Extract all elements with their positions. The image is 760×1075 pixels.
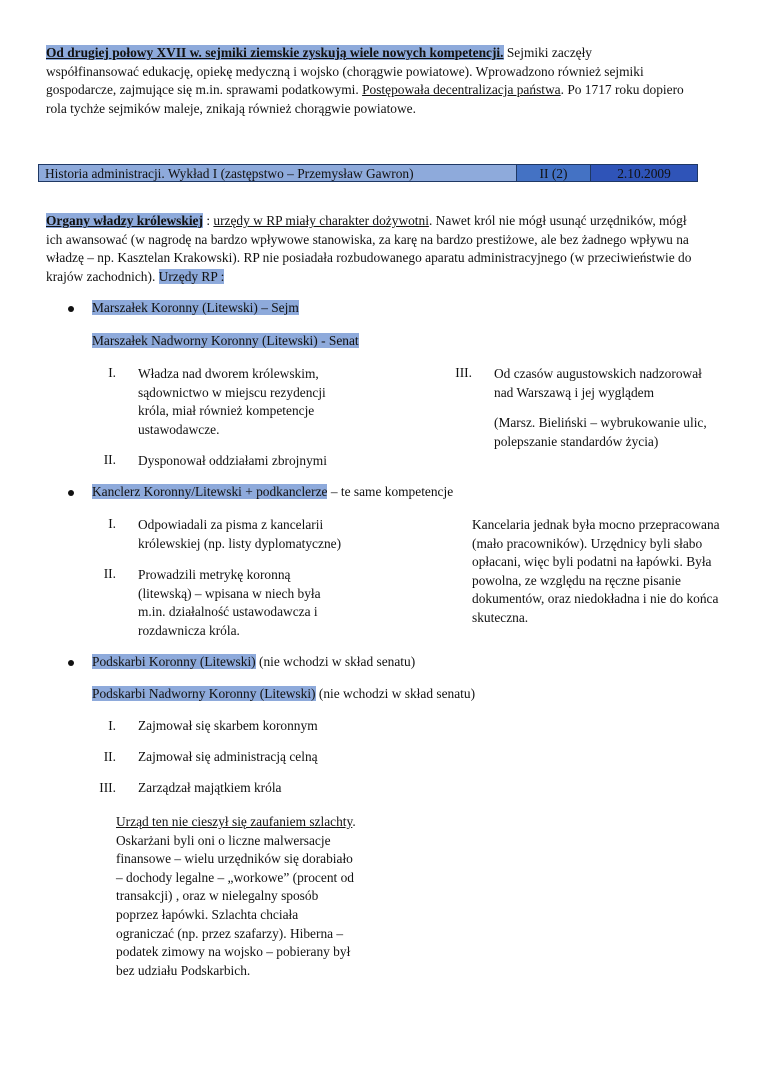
podskarbi-item-2-text: Zajmował się administracją celną <box>138 749 318 764</box>
lecture-header-table <box>38 164 698 182</box>
marszalek-item-1-num: I. <box>108 365 116 380</box>
marszalek-item-2-text: Dysponował oddziałami zbrojnymi <box>138 453 327 468</box>
bullet-marszalek <box>68 306 74 312</box>
kanclerz-item-2-text: Prowadzili metrykę koronną (litewską) – wpisana w niech była m.in. działalność ustawodawcza i rozdawnicza króla. <box>138 567 321 638</box>
marszalek-item-2-num: II. <box>103 452 116 467</box>
podskarbi-title-2: Podskarbi Nadworny Koronny (Litewski) <box>92 686 316 701</box>
organy-text: . Nawet król nie mógł usunąć urzędników, mógł ich awansować (w nagrodę na bardzo wpływowe stanowiska, za karę na bardzo prestiżowe, ale bez żadnego wpływu na władzę – np. Kasztelan Krakowski). RP nie posiadała rozbudowanego aparatu administracyjnego (w przeciwieństwie do krajów zachodnich). <box>46 213 692 284</box>
organy-sep: : <box>202 213 214 228</box>
marszalek-note: (Marsz. Bieliński – wybrukowanie ulic, polepszanie standardów życia) <box>494 415 707 449</box>
marszalek-item-3-text: Od czasów augustowskich nadzorował nad Warszawą i jej wyglądem <box>494 366 702 400</box>
marszalek-title-2: Marszałek Nadworny Koronny (Litewski) - Senat <box>92 333 359 348</box>
podskarbi-title-line-2 <box>92 686 475 702</box>
intro-text-1: Sejmiki zaczęły współfinansować edukację, opiekę medyczną i wojsko (chorągwie powiatowe). Wprowadzono również sejmiki gospodarcze, zajmujące się m.in. sprawami podatkowymi. <box>46 45 644 98</box>
marszalek-title-1: Marszałek Koronny (Litewski) – Sejm <box>92 300 299 315</box>
bullet-kanclerz <box>68 490 74 496</box>
lecture-title-cell: Historia administracji. Wykład I (zastępstwo – Przemysław Gawron) <box>39 165 517 181</box>
marszalek-item-3-num: III. <box>455 365 472 380</box>
marszalek-item-1-text: Władza nad dworem królewskim, sądownictwo w miejscu rezydencji króla, miał również kompetencje ustawodawcze. <box>138 366 326 437</box>
lecture-date-cell: 2.10.2009 <box>591 165 697 181</box>
intro-underlined: Postępowała decentralizacja państwa <box>362 82 561 98</box>
podskarbi-item-1-text: Zajmował się skarbem koronnym <box>138 718 318 733</box>
podskarbi-title-1: Podskarbi Koronny (Litewski) <box>92 654 256 669</box>
organy-lead: Organy władzy królewskiej <box>46 213 203 228</box>
kanclerz-item-1-num: I. <box>108 516 116 531</box>
podskarbi-title-line-1 <box>92 654 415 670</box>
bullet-podskarbi <box>68 660 74 666</box>
intro-lead: Od drugiej połowy XVII w. sejmiki ziemskie zyskują wiele nowych kompetencji. <box>46 45 504 60</box>
kanclerz-title: Kanclerz Koronny/Litewski + podkanclerze <box>92 484 328 499</box>
podskarbi-item-1-num: I. <box>108 718 116 733</box>
kanclerz-note: Kancelaria jednak była mocno przepracowana (mało pracowników). Urzędnicy byli słabo opłacani, więc byli podatni na łapówki. Była powolna, ze względu na ręczne pisanie dokumentów, oraz niedokładna i nie do końca skuteczna. <box>472 517 720 625</box>
podskarbi-item-2-num: II. <box>103 749 116 764</box>
podskarbi-tail-1: (nie wchodzi w skład senatu) <box>255 654 416 669</box>
kanclerz-tail: – te same kompetencje <box>327 484 454 499</box>
podskarbi-item-3-num: III. <box>99 780 116 795</box>
podskarbi-tail-2: (nie wchodzi w skład senatu) <box>315 686 476 701</box>
organy-tail: Urzędy RP : <box>158 268 225 284</box>
kanclerz-title-line <box>92 484 453 500</box>
podskarbi-note-text: . Oskarżani byli oni o liczne malwersacje finansowe – wielu urzędników się dorabiało – dochody legalne – „workowe” (procent od transakcji) , oraz w nielegalny sposób poprzez łapówki. Szlachta chciała ograniczać (np. przez szafarzy). Hiberna – podatek zimowy na wojsko – pobierany był bez udziału Podskarbich. <box>116 814 356 978</box>
organy-underlined: urzędy w RP miały charakter dożywotni <box>213 213 429 228</box>
podskarbi-note <box>116 813 358 980</box>
intro-paragraph <box>46 44 686 118</box>
podskarbi-note-underlined: Urząd ten nie cieszył się zaufaniem szlachty <box>116 814 353 829</box>
lecture-number-cell: II (2) <box>517 165 591 181</box>
intro-text-2: . Po 1717 roku dopiero rola tychże sejmików maleje, znikają również chorągwie powiatowe. <box>46 82 684 116</box>
organy-paragraph <box>46 212 702 286</box>
podskarbi-item-3-text: Zarządzał majątkiem króla <box>138 780 282 795</box>
kanclerz-item-1-text: Odpowiadali za pisma z kancelarii królewskiej (np. listy dyplomatyczne) <box>138 517 342 551</box>
kanclerz-item-2-num: II. <box>103 566 116 581</box>
